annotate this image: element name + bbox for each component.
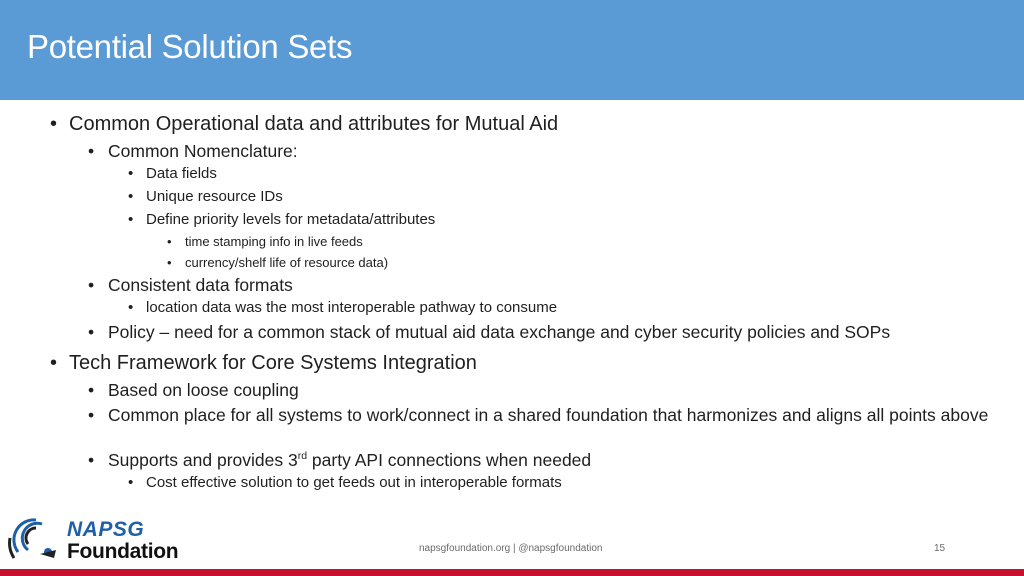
bullet-level3 — [128, 299, 557, 316]
bullet-level2 — [88, 405, 993, 425]
page-number: 15 — [934, 543, 946, 554]
bullet-dot: • — [167, 234, 172, 249]
slide-title: Potential Solution Sets — [27, 28, 353, 65]
bullet-dot: • — [88, 275, 95, 295]
bullet-dot: • — [128, 188, 134, 205]
bullet-level1 — [50, 352, 477, 375]
bullet-text: Common Operational data and attributes for Mutual Aid — [69, 113, 559, 135]
footer-accent-bar — [0, 569, 1024, 576]
bullet-level3 — [128, 188, 283, 205]
logo-text-foundation: Foundation — [67, 540, 179, 563]
bullet-text: time stamping info in live feeds — [185, 234, 363, 249]
bullet-text: Tech Framework for Core Systems Integration — [69, 352, 477, 374]
bullet-level1 — [50, 113, 558, 136]
superscript: rd — [297, 450, 308, 463]
bullet-text: Define priority levels for metadata/attributes — [146, 211, 436, 228]
bullet-text: Cost effective solution to get feeds out in interoperable formats — [146, 474, 562, 491]
bullet-level2 — [88, 380, 299, 401]
bullet-level2 — [88, 141, 298, 162]
bullet-dot: • — [50, 352, 58, 374]
bullet-text: Common Nomenclature: — [108, 141, 298, 161]
bullet-level4 — [167, 234, 363, 249]
bullet-dot: • — [88, 141, 95, 161]
footer-text: napsgfoundation.org | @napsgfoundation — [419, 543, 603, 554]
bullet-level3 — [128, 211, 435, 228]
bullet-dot: • — [88, 450, 95, 470]
bullet-dot: • — [128, 299, 134, 316]
bullet-text: Data fields — [146, 165, 217, 182]
bullet-level2 — [88, 275, 293, 296]
bullet-text — [108, 450, 591, 470]
bullet-text-part: Supports and provides 3 — [108, 450, 298, 470]
bullet-dot: • — [128, 474, 134, 491]
bullet-text: Based on loose coupling — [108, 380, 299, 400]
bullet-text-part: party API connections when needed — [307, 450, 592, 470]
bullet-text: Consistent data formats — [108, 275, 293, 295]
bullet-dot: • — [88, 405, 95, 425]
bullet-level2 — [88, 322, 890, 343]
logo-text-napsg: NAPSG — [67, 518, 145, 541]
bullet-text: currency/shelf life of resource data) — [185, 255, 389, 270]
bullet-level2 — [88, 450, 591, 471]
bullet-level3 — [128, 165, 217, 182]
bullet-text: Unique resource IDs — [146, 188, 283, 205]
bullet-text: Policy – need for a common stack of mutual aid data exchange and cyber security policies and SOPs — [108, 322, 891, 342]
bullet-dot: • — [88, 380, 95, 400]
bullet-level4 — [167, 255, 388, 270]
bullet-dot: • — [167, 255, 172, 270]
bullet-dot: • — [128, 165, 134, 182]
bullet-text: Common place for all systems to work/connect in a shared foundation that harmonizes and aligns all points above — [108, 405, 989, 425]
bullet-level3 — [128, 474, 562, 491]
bullet-dot: • — [50, 113, 58, 135]
bullet-dot: • — [128, 211, 134, 228]
bullet-dot: • — [88, 322, 95, 342]
bullet-text: location data was the most interoperable pathway to consume — [146, 299, 558, 316]
